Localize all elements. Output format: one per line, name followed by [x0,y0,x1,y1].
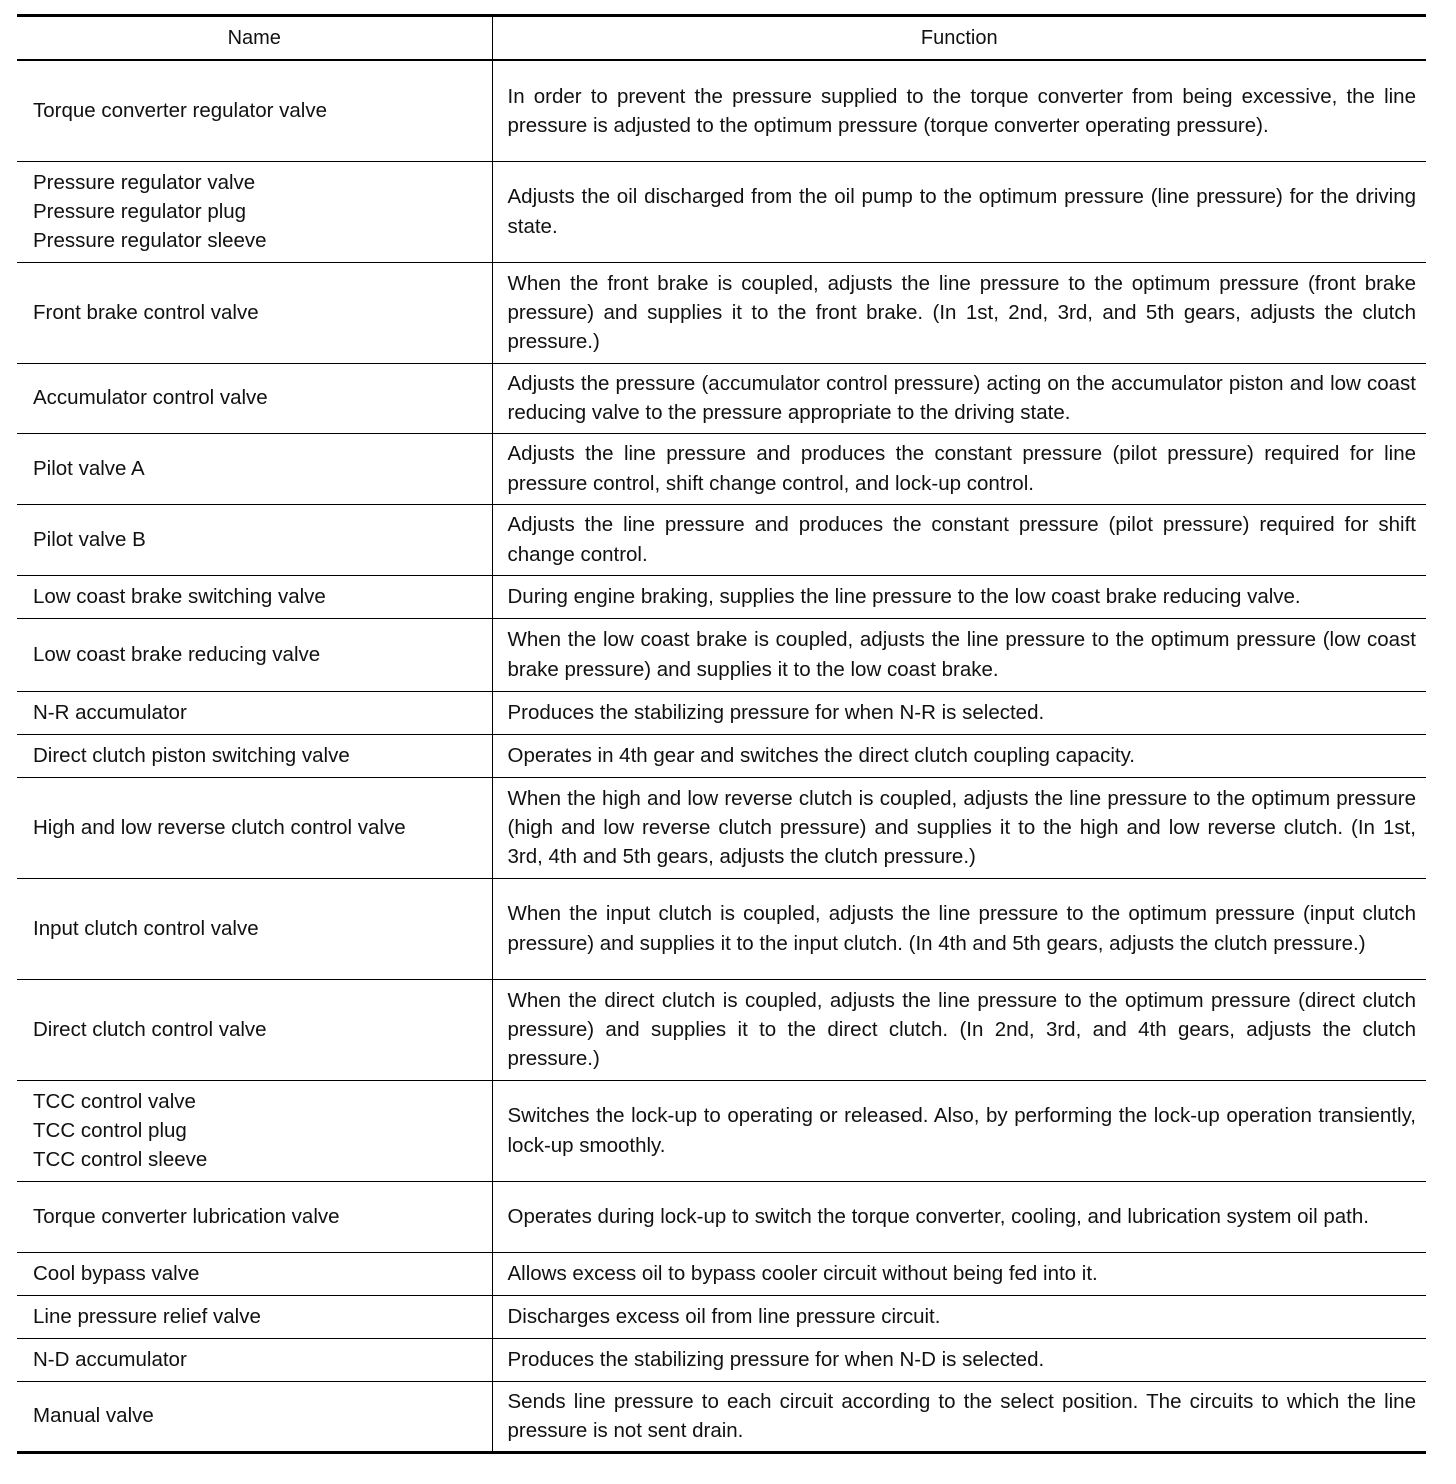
component-name: TCC control plug [33,1118,187,1142]
component-name: Manual valve [33,1404,154,1428]
component-name: TCC control sleeve [33,1148,208,1172]
component-name-cell [17,433,492,504]
component-name: Accumulator control valve [33,386,268,410]
component-name: TCC control valve [33,1089,196,1113]
table-row [17,691,1426,734]
component-function-cell: When the high and low reverse clutch is coupled, adjusts the line pressure to the optimum pressure (high and low reverse clutch pressure) and supplies it to the high and low reverse clutch. (In 1st, 3rd, 4th and 5th gears, adjusts the clutch pressure.) [492,777,1426,878]
component-function-cell: Produces the stabilizing pressure for when N-R is selected. [492,691,1426,734]
component-name: N-D accumulator [33,1347,187,1371]
table-header-row [17,16,1426,61]
component-name-cell [17,1080,492,1181]
component-function-cell: Allows excess oil to bypass cooler circuit without being fed into it. [492,1252,1426,1295]
valve-function-table [17,14,1426,1454]
table-row [17,363,1426,433]
table-row [17,777,1426,878]
table-row [17,1338,1426,1381]
component-name-cell [17,691,492,734]
component-function-cell: Sends line pressure to each circuit according to the select position. The circuits to which the line pressure is not sent drain. [492,1381,1426,1452]
table-row [17,1381,1426,1452]
component-name: Pressure regulator valve [33,170,256,194]
component-name-cell [17,363,492,433]
table-row [17,575,1426,618]
component-name-cell [17,575,492,618]
component-name: Line pressure relief valve [33,1304,261,1328]
component-name: Pressure regulator sleeve [33,229,267,253]
component-function-cell: In order to prevent the pressure supplied to the torque converter from being excessive, the line pressure is adjusted to the optimum pressure (torque converter operating pressure). [492,60,1426,161]
component-name: Pilot valve B [33,527,146,551]
component-name: Pressure regulator plug [33,199,247,223]
component-function-cell: During engine braking, supplies the line pressure to the low coast brake reducing valve. [492,575,1426,618]
component-name: Direct clutch control valve [33,1017,267,1041]
component-name-cell [17,618,492,691]
component-name: N-R accumulator [33,700,187,724]
component-function-cell: When the input clutch is coupled, adjusts the line pressure to the optimum pressure (input clutch pressure) and supplies it to the input clutch. (In 4th and 5th gears, adjusts the clutch pressure.) [492,878,1426,979]
table-row [17,618,1426,691]
component-name-cell [17,878,492,979]
component-name: Direct clutch piston switching valve [33,743,350,767]
component-name-cell [17,1181,492,1252]
component-name-cell [17,1252,492,1295]
component-name-cell [17,777,492,878]
component-name-cell [17,1338,492,1381]
component-name: Torque converter lubrication valve [33,1204,340,1228]
component-name-cell [17,262,492,363]
table-row [17,262,1426,363]
table-row [17,734,1426,777]
component-name: High and low reverse clutch control valve [33,815,406,839]
component-function-cell: When the front brake is coupled, adjusts the line pressure to the optimum pressure (front brake pressure) and supplies it to the front brake. (In 1st, 2nd, 3rd, and 5th gears, adjusts the clutch pressure.) [492,262,1426,363]
component-function-cell: Adjusts the line pressure and produces the constant pressure (pilot pressure) required for line pressure control, shift change control, and lock-up control. [492,433,1426,504]
component-function-cell: Adjusts the oil discharged from the oil pump to the optimum pressure (line pressure) for the driving state. [492,161,1426,262]
table-row [17,161,1426,262]
table-body [17,60,1426,1452]
table-row [17,1181,1426,1252]
component-function-cell: Adjusts the line pressure and produces the constant pressure (pilot pressure) required for shift change control. [492,504,1426,575]
component-name: Input clutch control valve [33,916,259,940]
component-name: Low coast brake switching valve [33,584,326,608]
valve-function-table-container [17,14,1426,1454]
table-row [17,979,1426,1080]
component-name-cell [17,1381,492,1452]
table-row [17,60,1426,161]
table-row [17,878,1426,979]
column-header-name: Name [17,16,492,61]
component-name-cell [17,979,492,1080]
component-function-cell: When the low coast brake is coupled, adjusts the line pressure to the optimum pressure (low coast brake pressure) and supplies it to the low coast brake. [492,618,1426,691]
component-name-cell [17,161,492,262]
component-function-cell: Switches the lock-up to operating or released. Also, by performing the lock-up operation transiently, lock-up smoothly. [492,1080,1426,1181]
table-row [17,1252,1426,1295]
column-header-function: Function [492,16,1426,61]
table-row [17,1080,1426,1181]
component-function-cell: Produces the stabilizing pressure for when N-D is selected. [492,1338,1426,1381]
component-function-cell: When the direct clutch is coupled, adjusts the line pressure to the optimum pressure (direct clutch pressure) and supplies it to the direct clutch. (In 2nd, 3rd, and 4th gears, adjusts the clutch pressure.) [492,979,1426,1080]
component-name: Pilot valve A [33,456,145,480]
component-name: Cool bypass valve [33,1261,200,1285]
component-function-cell: Operates in 4th gear and switches the direct clutch coupling capacity. [492,734,1426,777]
component-name: Low coast brake reducing valve [33,642,321,666]
component-name-cell [17,1295,492,1338]
component-name-cell [17,504,492,575]
table-row [17,504,1426,575]
component-name-cell [17,734,492,777]
table-row [17,433,1426,504]
component-function-cell: Adjusts the pressure (accumulator control pressure) acting on the accumulator piston and low coast reducing valve to the pressure appropriate to the driving state. [492,363,1426,433]
component-name: Torque converter regulator valve [33,99,327,123]
component-function-cell: Discharges excess oil from line pressure circuit. [492,1295,1426,1338]
component-name-cell [17,60,492,161]
component-name: Front brake control valve [33,300,259,324]
component-function-cell: Operates during lock-up to switch the torque converter, cooling, and lubrication system oil path. [492,1181,1426,1252]
table-row [17,1295,1426,1338]
